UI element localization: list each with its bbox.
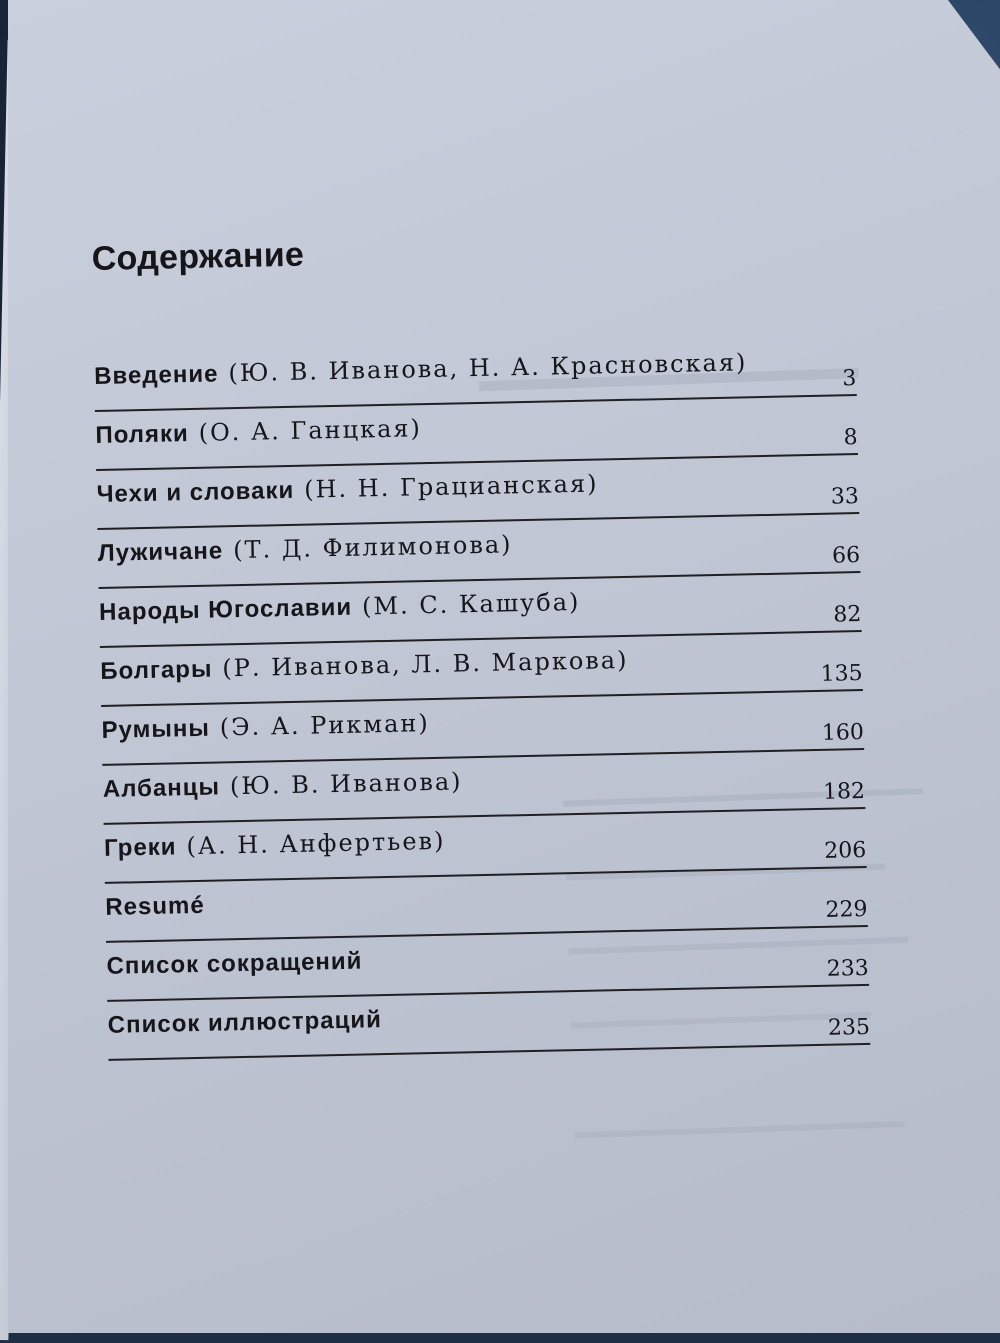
toc-entry-abbreviations [106, 934, 869, 1004]
toc-entry-author: (Н. Н. Грацианская) [303, 469, 599, 504]
toc-entry-page: 66 [831, 543, 861, 569]
toc-entry-label [96, 469, 598, 509]
toc-entry-label [98, 530, 513, 568]
toc-entry-section: Поляки [95, 420, 190, 450]
toc-entry-page: 8 [843, 425, 858, 451]
toc-entry-yugoslavia [99, 580, 862, 650]
toc-entry-sorbs [98, 521, 861, 591]
toc-title: Содержание [91, 235, 305, 279]
toc-entry-label [105, 891, 215, 922]
toc-entry-label [104, 827, 446, 863]
toc-entry-greeks [104, 816, 867, 886]
toc-entry-author: (Ю. В. Иванова, Н. А. Красновская) [228, 348, 748, 388]
toc-entry-page: 3 [842, 366, 857, 392]
toc-entry-rule [108, 1043, 870, 1061]
toc-entry-label [99, 588, 581, 627]
toc-entry-label [103, 767, 463, 804]
toc-entry-page: 33 [830, 484, 860, 510]
toc-entry-author [214, 891, 215, 919]
toc-entry-introduction [94, 344, 857, 414]
toc-entry-page: 233 [826, 955, 870, 982]
toc-entry-section: Список сокращений [106, 947, 363, 980]
toc-entry-author: (Ю. В. Иванова) [229, 767, 463, 801]
toc-entry-label [94, 348, 748, 391]
toc-entry-label [101, 709, 430, 745]
toc-entry-author: (М. С. Кашуба) [361, 587, 581, 621]
toc-entry-author [391, 1005, 392, 1033]
toc-entry-label [100, 646, 629, 686]
toc-entry-poles [95, 403, 858, 473]
toc-entry-page: 135 [820, 660, 863, 687]
toc-entry-page: 182 [822, 778, 866, 805]
toc-entry-bulgarians [100, 639, 863, 709]
toc-entry-section: Лужичане [97, 537, 224, 567]
toc-entry-author: (Р. Иванова, Л. В. Маркова) [222, 645, 629, 683]
toc-entry-author: (Т. Д. Филимонова) [232, 530, 513, 565]
toc-entry-albanians [102, 757, 865, 827]
toc-entry-illustrations [107, 993, 870, 1063]
toc-entry-section: Введение [93, 360, 219, 391]
toc-entry-section: Народы Югославии [98, 593, 353, 626]
toc-entry-section: Греки [103, 833, 177, 862]
toc-entry-author [372, 946, 373, 974]
toc-entry-section: Список иллюстраций [107, 1006, 383, 1039]
toc-entry-section: Resumé [105, 891, 205, 921]
toc-entry-resume [105, 875, 868, 945]
toc-entry-romanians [101, 698, 864, 768]
toc-entry-page: 229 [825, 896, 868, 923]
toc-entry-author: (А. Н. Анфертьев) [186, 826, 446, 861]
toc-entry-czechs-slovaks [96, 462, 859, 532]
toc-entry-section: Румыны [101, 714, 211, 744]
toc-entry-page: 206 [824, 837, 867, 864]
toc-entry-section: Болгары [100, 655, 213, 685]
toc-entry-label [106, 946, 372, 981]
toc-entry-section: Албанцы [102, 773, 221, 803]
toc-entry-label [107, 1005, 392, 1040]
toc-entry-page: 160 [821, 719, 865, 746]
toc-entry-page: 235 [827, 1014, 871, 1041]
toc-entry-page: 82 [833, 602, 862, 628]
toc-entry-author: (Э. А. Рикман) [219, 709, 430, 742]
toc-entry-label [95, 414, 422, 450]
toc-entry-author: (О. А. Ганцкая) [198, 414, 423, 447]
toc-entry-section: Чехи и словаки [96, 476, 295, 508]
